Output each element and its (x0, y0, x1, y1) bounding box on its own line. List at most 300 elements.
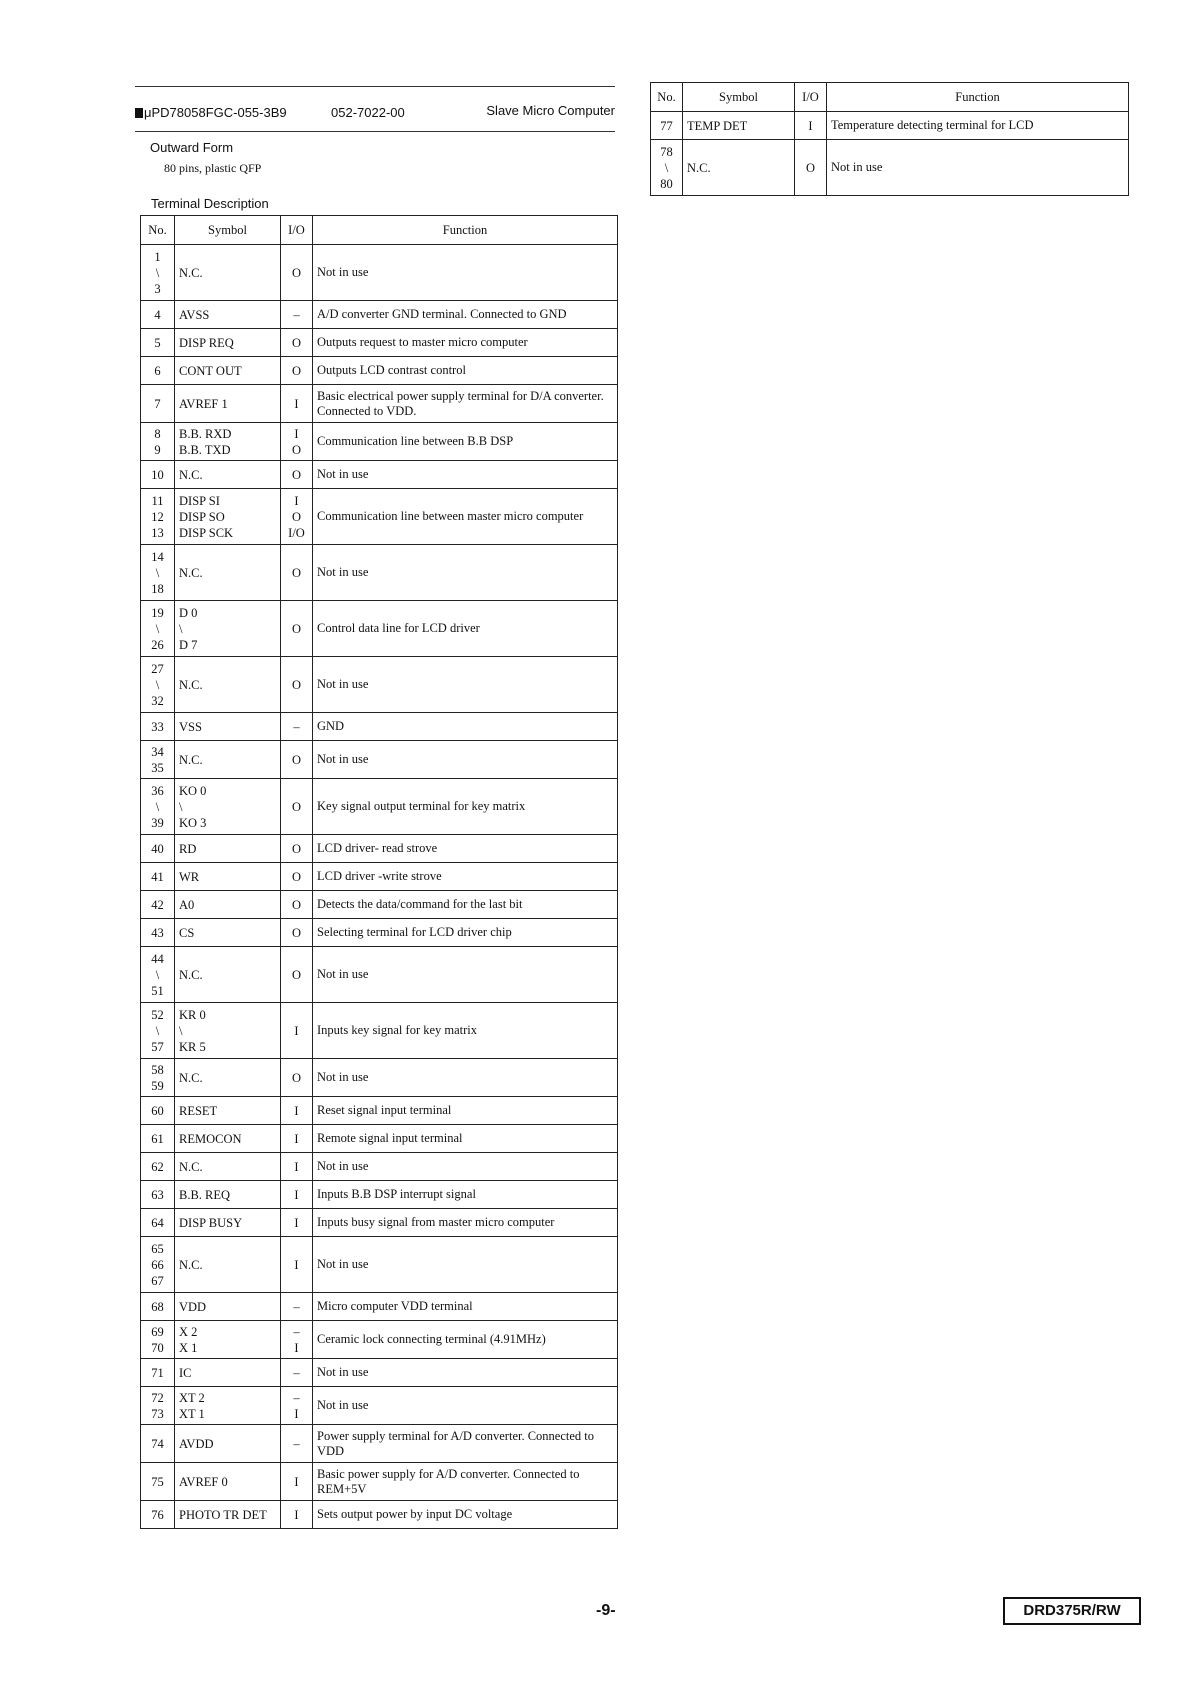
cell-no (141, 385, 175, 423)
cell-no-line: 42 (151, 897, 164, 912)
cell-io-line: I (294, 1103, 299, 1118)
cell-no (141, 1097, 175, 1125)
cell-io-line: I/O (288, 525, 305, 540)
table-row (141, 1501, 618, 1529)
table-row (141, 385, 618, 423)
cell-no (141, 461, 175, 489)
cell-function: Sets output power by input DC voltage (313, 1501, 618, 1529)
cell-io-line: I (294, 1507, 299, 1522)
cell-io-line: – (293, 1390, 300, 1405)
cell-symbol (175, 1501, 281, 1529)
cell-function: Selecting terminal for LCD driver chip (313, 919, 618, 947)
cell-io (281, 489, 313, 545)
cell-symbol-line: RD (179, 841, 197, 856)
table-row (141, 1359, 618, 1387)
cell-symbol-line: IC (179, 1365, 192, 1380)
cell-no-line: 12 (151, 509, 164, 524)
cell-symbol-line: DISP SI (179, 493, 220, 508)
cell-function: Not in use (313, 1359, 618, 1387)
cell-io (281, 741, 313, 779)
cell-function: Communication line between B.B DSP (313, 423, 618, 461)
cell-no-line: 76 (151, 1507, 164, 1522)
cell-no (141, 423, 175, 461)
cell-io-line: O (291, 265, 302, 280)
cell-no-line: 43 (151, 925, 164, 940)
cell-symbol (175, 1463, 281, 1501)
cell-no-line: 4 (154, 307, 161, 322)
cell-symbol-line: RESET (179, 1103, 218, 1118)
cell-symbol (175, 1321, 281, 1359)
cell-symbol (175, 245, 281, 301)
cell-io (281, 1359, 313, 1387)
cell-symbol (175, 423, 281, 461)
cell-io (281, 891, 313, 919)
table-row (141, 713, 618, 741)
cell-no-line: \ (155, 1023, 160, 1038)
cell-io (281, 713, 313, 741)
cell-no-line: 33 (151, 719, 164, 734)
cell-io-line: I (808, 118, 813, 133)
cell-no-line: \ (155, 967, 160, 982)
cell-no-line: 35 (151, 760, 164, 775)
cell-symbol-line: B.B. REQ (179, 1187, 231, 1202)
cell-no-line: 77 (660, 118, 673, 133)
cell-symbol-line: KR 0 (179, 1007, 206, 1022)
cell-io-line: I (294, 1023, 299, 1038)
cell-io-line: – (293, 307, 300, 322)
cell-no-line: \ (155, 677, 160, 692)
cell-io-line: O (291, 925, 302, 940)
cell-io (281, 245, 313, 301)
cell-symbol-line: N.C. (179, 1257, 203, 1272)
cell-function: Not in use (313, 947, 618, 1003)
table-row (141, 329, 618, 357)
cell-no (141, 1321, 175, 1359)
cell-no (141, 1463, 175, 1501)
cell-no (141, 329, 175, 357)
cell-io-line: I (294, 1187, 299, 1202)
cell-symbol-line: AVREF 0 (179, 1474, 228, 1489)
cell-io (281, 1321, 313, 1359)
cell-no-line: 18 (151, 581, 164, 596)
cell-no-line: 72 (151, 1390, 164, 1405)
cell-no-line: 78 (660, 144, 673, 159)
cell-io (281, 863, 313, 891)
table-row (141, 1209, 618, 1237)
cell-no-line: 69 (151, 1324, 164, 1339)
cell-function: Not in use (827, 140, 1129, 196)
cell-io-line: O (291, 442, 302, 457)
cell-symbol-line: N.C. (179, 752, 203, 767)
cell-no (141, 1059, 175, 1097)
cell-io (281, 329, 313, 357)
cell-io-line: O (291, 621, 302, 636)
cell-symbol (175, 1293, 281, 1321)
cell-symbol (175, 713, 281, 741)
cell-no-line: 10 (151, 467, 164, 482)
cell-io-line: I (294, 1131, 299, 1146)
cell-symbol-line: WR (179, 869, 200, 884)
cell-function: Not in use (313, 1059, 618, 1097)
cell-symbol-line: XT 1 (179, 1406, 205, 1421)
square-bullet-icon (135, 108, 143, 118)
table-row (141, 301, 618, 329)
table-row (141, 489, 618, 545)
cell-io (281, 385, 313, 423)
cell-no-line: 57 (151, 1039, 164, 1054)
cell-io (281, 1237, 313, 1293)
cell-io-line: O (291, 897, 302, 912)
cell-io (281, 1097, 313, 1125)
cell-symbol (683, 140, 795, 196)
cell-symbol-line: KO 0 (179, 783, 207, 798)
cell-io-line: O (291, 869, 302, 884)
cell-no (141, 1003, 175, 1059)
page-number: -9- (596, 1602, 616, 1619)
cell-symbol (175, 545, 281, 601)
cell-no-line: 68 (151, 1299, 164, 1314)
cell-symbol-line: AVDD (179, 1436, 214, 1451)
cell-no-line: 44 (151, 951, 164, 966)
cell-symbol-line: X 2 (179, 1324, 198, 1339)
cell-symbol (175, 835, 281, 863)
cell-no (141, 1125, 175, 1153)
cell-function: Not in use (313, 657, 618, 713)
table-row (141, 601, 618, 657)
cell-function: Inputs key signal for key matrix (313, 1003, 618, 1059)
cell-io (281, 1181, 313, 1209)
cell-io (281, 1463, 313, 1501)
cell-io-line: O (805, 160, 816, 175)
table-row (141, 545, 618, 601)
cell-no-line: 74 (151, 1436, 164, 1451)
cell-no-line: 67 (151, 1273, 164, 1288)
cell-no-line: 36 (151, 783, 164, 798)
column-header-io: I/O (281, 216, 313, 245)
part-number (135, 105, 287, 120)
cell-io-line: I (294, 1257, 299, 1272)
cell-no-line: 40 (151, 841, 164, 856)
cell-no (141, 1359, 175, 1387)
cell-function: Inputs B.B DSP interrupt signal (313, 1181, 618, 1209)
cell-symbol (175, 329, 281, 357)
cell-symbol-line: CONT OUT (179, 363, 242, 378)
cell-no-line: 66 (151, 1257, 164, 1272)
cell-function: Control data line for LCD driver (313, 601, 618, 657)
column-header-function: Function (827, 83, 1129, 112)
table-row (141, 741, 618, 779)
cell-no-line: 80 (660, 176, 673, 191)
cell-symbol-line: CS (179, 925, 195, 940)
cell-no-line: 27 (151, 661, 164, 676)
cell-symbol-line: XT 2 (179, 1390, 205, 1405)
cell-function: Not in use (313, 1237, 618, 1293)
cell-symbol (175, 1387, 281, 1425)
cell-symbol-line: AVREF 1 (179, 396, 228, 411)
cell-no (141, 1181, 175, 1209)
cell-symbol (175, 489, 281, 545)
cell-no-line: \ (155, 565, 160, 580)
cell-symbol (175, 1209, 281, 1237)
cell-symbol-line: KR 5 (179, 1039, 206, 1054)
cell-no-line: 1 (154, 249, 161, 264)
cell-no-line: 5 (154, 335, 161, 350)
cell-symbol-line: N.C. (687, 160, 711, 175)
cell-io-line: O (291, 1070, 302, 1085)
cell-no (141, 891, 175, 919)
column-header-symbol: Symbol (175, 216, 281, 245)
table-row (141, 1003, 618, 1059)
cell-symbol (175, 947, 281, 1003)
cell-no-line: 6 (154, 363, 161, 378)
cell-io (281, 947, 313, 1003)
cell-symbol-line: PHOTO TR DET (179, 1507, 267, 1522)
cell-io-line: O (291, 565, 302, 580)
cell-symbol-line: X 1 (179, 1340, 198, 1355)
cell-no (141, 1209, 175, 1237)
cell-no (141, 863, 175, 891)
cell-no (141, 1293, 175, 1321)
cell-io (281, 1501, 313, 1529)
cell-io-line: O (291, 509, 302, 524)
cell-no (141, 357, 175, 385)
cell-symbol-line: N.C. (179, 467, 203, 482)
table-row (141, 1153, 618, 1181)
cell-no-line: \ (155, 265, 160, 280)
column-header-symbol: Symbol (683, 83, 795, 112)
cell-function: Not in use (313, 245, 618, 301)
table-row (141, 1463, 618, 1501)
table-row (141, 357, 618, 385)
terminal-description-heading: Terminal Description (151, 196, 269, 211)
cell-no-line: 51 (151, 983, 164, 998)
cell-io (281, 1003, 313, 1059)
cell-symbol (175, 1153, 281, 1181)
cell-symbol (175, 779, 281, 835)
cell-no (651, 140, 683, 196)
cell-symbol (683, 112, 795, 140)
cell-symbol-line: DISP SCK (179, 525, 234, 540)
table-row (141, 461, 618, 489)
cell-symbol-line: N.C. (179, 565, 203, 580)
cell-io (281, 1425, 313, 1463)
cell-function: Not in use (313, 741, 618, 779)
cell-symbol (175, 385, 281, 423)
outward-form-value: 80 pins, plastic QFP (164, 161, 262, 175)
cell-no-line: 52 (151, 1007, 164, 1022)
cell-function: Micro computer VDD terminal (313, 1293, 618, 1321)
cell-io-line: I (294, 396, 299, 411)
cell-function: Temperature detecting terminal for LCD (827, 112, 1129, 140)
cell-io-line: – (293, 1365, 300, 1380)
cell-function: Not in use (313, 1387, 618, 1425)
cell-function: LCD driver- read strove (313, 835, 618, 863)
cell-symbol-line: \ (179, 621, 183, 636)
cell-io (281, 357, 313, 385)
cell-function: Basic electrical power supply terminal for D/A converter. Connected to VDD. (313, 385, 618, 423)
cell-symbol-line: N.C. (179, 677, 203, 692)
cell-function: Detects the data/command for the last bit (313, 891, 618, 919)
cell-function: Reset signal input terminal (313, 1097, 618, 1125)
cell-symbol-line: TEMP DET (687, 118, 748, 133)
cell-function: Ceramic lock connecting terminal (4.91MHz) (313, 1321, 618, 1359)
table-row (141, 1059, 618, 1097)
document-title: Slave Micro Computer (486, 103, 615, 118)
table-row (141, 1321, 618, 1359)
cell-no-line: 71 (151, 1365, 164, 1380)
table-row (651, 112, 1129, 140)
cell-function: Outputs request to master micro computer (313, 329, 618, 357)
cell-io-line: I (294, 1406, 299, 1421)
table-header-row (651, 83, 1129, 112)
cell-symbol (175, 1059, 281, 1097)
cell-io-line: I (294, 1474, 299, 1489)
cell-symbol-line: N.C. (179, 1159, 203, 1174)
cell-function: Inputs busy signal from master micro computer (313, 1209, 618, 1237)
cell-no (141, 245, 175, 301)
cell-no (141, 835, 175, 863)
cell-no-line: 62 (151, 1159, 164, 1174)
cell-symbol (175, 919, 281, 947)
cell-symbol-line: KO 3 (179, 815, 207, 830)
table-row (141, 1097, 618, 1125)
cell-io (281, 1153, 313, 1181)
table-row (141, 1425, 618, 1463)
cell-no-line: 41 (151, 869, 164, 884)
cell-no-line: 64 (151, 1215, 164, 1230)
cell-io-line: O (291, 799, 302, 814)
cell-no-line: 39 (151, 815, 164, 830)
cell-symbol-line: A0 (179, 897, 195, 912)
cell-io (281, 1387, 313, 1425)
cell-io-line: – (293, 1299, 300, 1314)
cell-symbol-line: D 0 (179, 605, 198, 620)
cell-io (281, 461, 313, 489)
cell-no-line: \ (155, 799, 160, 814)
cell-symbol (175, 1237, 281, 1293)
cell-no (651, 112, 683, 140)
cell-no-line: \ (155, 621, 160, 636)
cell-no-line: 63 (151, 1187, 164, 1202)
column-header-no: No. (651, 83, 683, 112)
cell-function: Not in use (313, 545, 618, 601)
cell-no-line: 9 (154, 442, 161, 457)
cell-no (141, 545, 175, 601)
cell-no-line: 11 (151, 493, 164, 508)
table-row (141, 1125, 618, 1153)
cell-no-line: 14 (151, 549, 164, 564)
cell-symbol-line: B.B. TXD (179, 442, 231, 457)
cell-io (281, 779, 313, 835)
cell-function: Remote signal input terminal (313, 1125, 618, 1153)
document-header (135, 86, 615, 132)
cell-symbol (175, 461, 281, 489)
cell-no-line: 32 (151, 693, 164, 708)
cell-symbol-line: REMOCON (179, 1131, 242, 1146)
cell-no (141, 741, 175, 779)
cell-no (141, 1387, 175, 1425)
table-row (141, 835, 618, 863)
cell-symbol-line: N.C. (179, 1070, 203, 1085)
cell-symbol-line: \ (179, 1023, 183, 1038)
cell-function: LCD driver -write strove (313, 863, 618, 891)
cell-symbol (175, 357, 281, 385)
cell-symbol-line: AVSS (179, 307, 210, 322)
cell-no-line: 58 (151, 1062, 164, 1077)
cell-function: Key signal output terminal for key matrix (313, 779, 618, 835)
cell-symbol-line: VSS (179, 719, 202, 734)
table-row (141, 1293, 618, 1321)
cell-symbol (175, 1097, 281, 1125)
cell-no-line: 34 (151, 744, 164, 759)
cell-io-line: – (293, 1436, 300, 1451)
cell-io-line: I (294, 1159, 299, 1174)
cell-symbol (175, 891, 281, 919)
cell-no-line: 13 (151, 525, 164, 540)
cell-function: Basic power supply for A/D converter. Connected to REM+5V (313, 1463, 618, 1501)
table-row (141, 779, 618, 835)
cell-io-line: I (294, 493, 299, 508)
cell-symbol-line: DISP SO (179, 509, 225, 524)
cell-no-line: 61 (151, 1131, 164, 1146)
cell-symbol (175, 301, 281, 329)
cell-function: GND (313, 713, 618, 741)
column-header-io: I/O (795, 83, 827, 112)
cell-no-line: 3 (154, 281, 161, 296)
part-number-text: μPD78058FGC-055-3B9 (144, 105, 287, 120)
table-header-row (141, 216, 618, 245)
cell-no (141, 947, 175, 1003)
cell-symbol (175, 1181, 281, 1209)
document-code: 052-7022-00 (331, 105, 405, 120)
cell-symbol (175, 657, 281, 713)
cell-io-line: O (291, 677, 302, 692)
cell-io-line: I (294, 426, 299, 441)
cell-no (141, 1237, 175, 1293)
cell-no (141, 601, 175, 657)
cell-io (281, 1293, 313, 1321)
model-number-box: DRD375R/RW (1003, 1597, 1141, 1625)
cell-no (141, 1501, 175, 1529)
cell-io (281, 545, 313, 601)
cell-io (281, 657, 313, 713)
cell-symbol-line: DISP REQ (179, 335, 234, 350)
cell-no-line: 8 (154, 426, 161, 441)
cell-symbol (175, 1425, 281, 1463)
cell-no (141, 713, 175, 741)
cell-io-line: – (293, 719, 300, 734)
cell-symbol (175, 741, 281, 779)
cell-symbol-line: B.B. RXD (179, 426, 232, 441)
cell-io-line: O (291, 335, 302, 350)
cell-no-line: 70 (151, 1340, 164, 1355)
cell-symbol-line: DISP BUSY (179, 1215, 243, 1230)
cell-io-line: O (291, 752, 302, 767)
cell-function: Communication line between master micro computer (313, 489, 618, 545)
table-row (141, 919, 618, 947)
cell-io (281, 301, 313, 329)
cell-no-line: 7 (154, 396, 161, 411)
cell-io-line: O (291, 967, 302, 982)
cell-no-line: 60 (151, 1103, 164, 1118)
cell-symbol (175, 601, 281, 657)
terminal-table-right (650, 82, 1129, 196)
cell-io-line: O (291, 467, 302, 482)
cell-io-line: I (294, 1215, 299, 1230)
cell-no (141, 301, 175, 329)
cell-symbol-line: N.C. (179, 265, 203, 280)
cell-symbol-line: D 7 (179, 637, 198, 652)
